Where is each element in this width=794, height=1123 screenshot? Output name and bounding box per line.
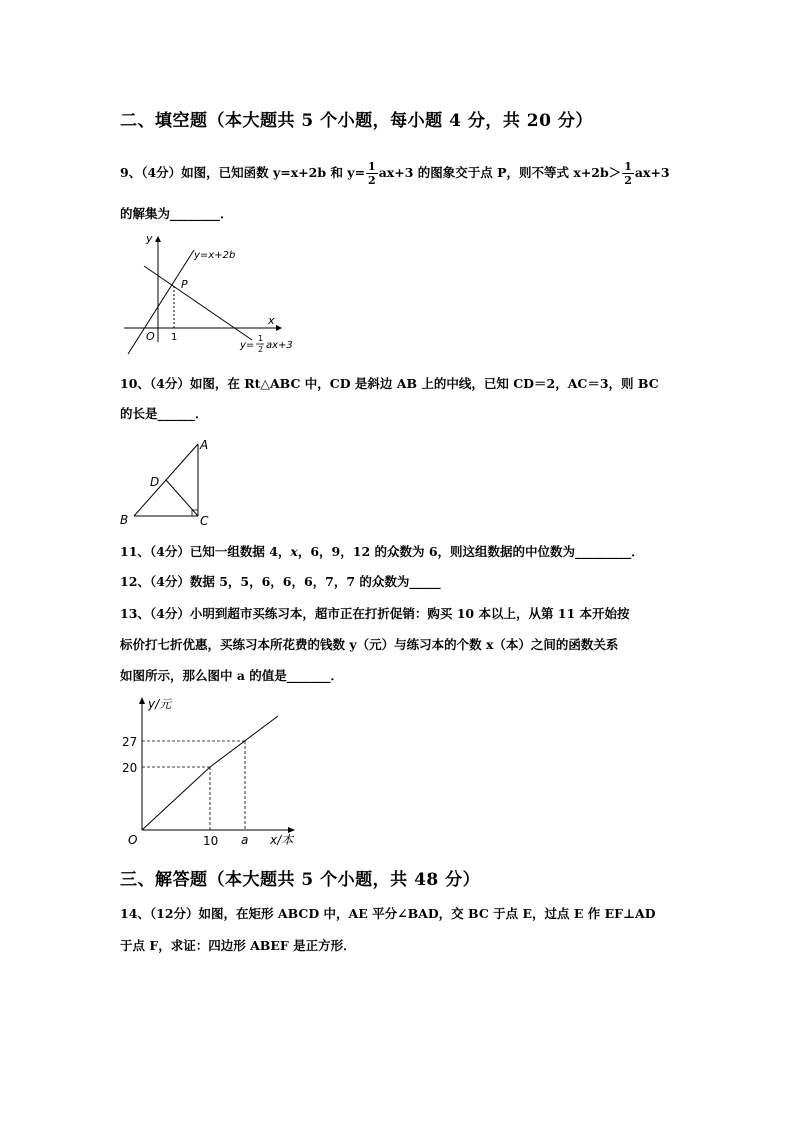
question-12: 12、（4分）数据 5，5，6，6，6，7，7 的众数为_____	[120, 574, 441, 589]
q13-label-a: a	[241, 833, 249, 847]
q11-var-x: x	[290, 544, 298, 559]
section-2-title: 二、填空题（本大题共 5 个小题，每小题 4 分，共 20 分）	[120, 111, 593, 131]
q9-label-line2-suffix: ax+3	[266, 340, 293, 351]
question-14-line-1: 14、（12分）如图，在矩形 ABCD 中，AE 平分∠BAD，交 BC 于点 E，过点 E 作 EF⊥AD	[120, 906, 656, 921]
q9-label-P: P	[181, 278, 188, 291]
q9-fraction-1	[366, 160, 378, 187]
q9-label-line2-den: 2	[258, 345, 264, 354]
q9-label-x: x	[268, 314, 275, 327]
q10-label-A: A	[200, 438, 209, 452]
q13-label-20: 20	[122, 761, 138, 775]
question-9-line-1	[120, 160, 670, 187]
question-13-line-1: 13、（4分）小明到超市买练习本，超市正在打折促销：购买 10 本以上，从第 11 本开始按	[120, 606, 630, 621]
q9-text-part2: ax+3 的图象交于点 P，则不等式 x+2b＞	[378, 165, 622, 180]
section-3-title: 三、解答题（本大题共 5 个小题，共 48 分）	[120, 870, 481, 890]
question-13-line-2: 标价打七折优惠，买练习本所花费的钱数 y（元）与练习本的个数 x（本）之间的函数关系	[120, 637, 619, 652]
q9-frac1-num: 1	[368, 160, 376, 173]
q9-text-part3: ax+3	[634, 165, 670, 180]
q9-line-y-x-2b	[128, 250, 194, 354]
q9-label-line2-prefix: y=	[240, 340, 255, 351]
q13-label-origin: O	[128, 833, 138, 847]
q13-graph-figure	[118, 692, 318, 852]
question-10-line-2: 的长是______．	[120, 406, 208, 421]
q10-label-C: C	[200, 514, 209, 528]
q13-label-x: x/本	[270, 833, 294, 847]
q9-label-tick-1: 1	[171, 332, 178, 343]
question-11	[120, 542, 644, 560]
question-9-line-2: 的解集为________．	[120, 206, 233, 221]
q11-prefix: 11、（4分）已知一组数据 4，	[120, 544, 291, 559]
question-10-line-1: 10、（4分）如图，在 Rt△ABC 中，CD 是斜边 AB 上的中线，已知 CD＝2，AC＝3，则 BC	[120, 376, 659, 391]
q13-label-27: 27	[122, 735, 138, 749]
q9-x-arrow-icon	[276, 325, 282, 331]
question-14-line-2: 于点 F，求证：四边形 ABEF 是正方形．	[120, 938, 356, 953]
q13-y-arrow-icon	[139, 697, 145, 704]
q9-text-part1: 9、（4分）如图，已知函数 y=x+2b 和 y=	[120, 165, 366, 180]
q9-frac2-num: 1	[624, 160, 632, 173]
q10-triangle-figure	[116, 436, 226, 532]
q9-label-line1: y=x+2b	[194, 250, 236, 261]
q10-median-CD	[166, 480, 198, 516]
q13-label-10: 10	[203, 834, 219, 848]
q9-frac1-den: 2	[368, 174, 376, 187]
q9-graph-figure	[118, 230, 318, 360]
q9-frac2-den: 2	[624, 174, 632, 187]
q13-label-y: y/元	[148, 697, 172, 711]
q10-label-D: D	[150, 475, 160, 489]
q9-label-line2-num: 1	[258, 334, 264, 343]
q9-y-arrow-icon	[155, 236, 161, 242]
question-13-line-3: 如图所示，那么图中 a 的值是_______．	[120, 668, 344, 683]
q10-label-B: B	[120, 513, 129, 527]
q9-fraction-2	[622, 160, 634, 187]
q9-label-y: y	[146, 232, 153, 245]
q11-suffix: ，6，9，12 的众数为 6，则这组数据的中位数为_________．	[297, 544, 644, 559]
q9-label-origin: O	[146, 330, 155, 343]
